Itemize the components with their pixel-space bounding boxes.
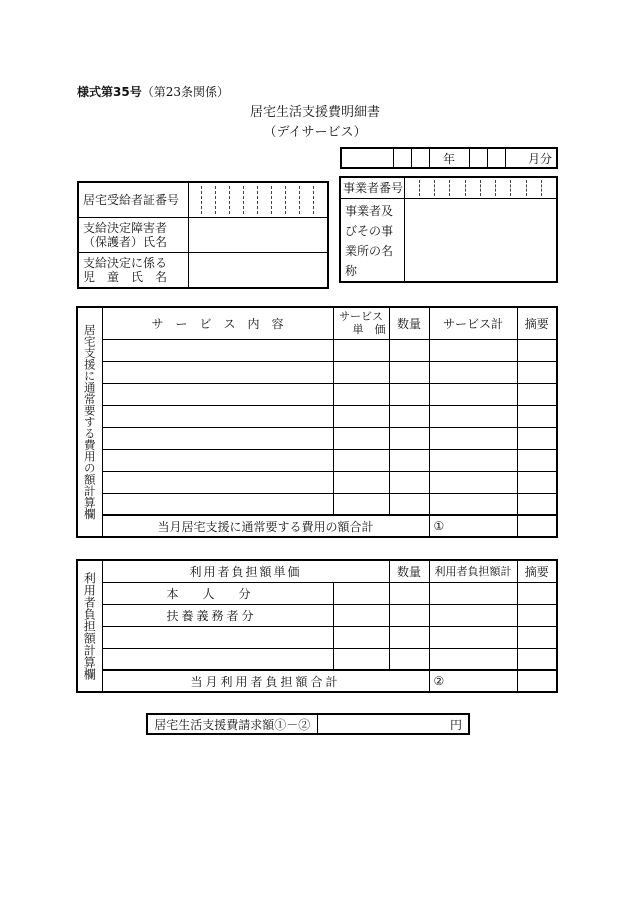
guardian-label-line1: 支給決定障害者: [83, 221, 168, 235]
user-remarks-header: 摘要: [517, 560, 557, 582]
user-total-header: 利用者負担額計: [429, 560, 517, 582]
service-grand-total-field[interactable]: [429, 515, 517, 537]
service-total-cell[interactable]: [429, 449, 517, 471]
user-remarks-cell[interactable]: [517, 582, 557, 604]
unit-price-cell[interactable]: [333, 493, 389, 515]
page-title: 居宅生活支援費明細書: [249, 105, 380, 120]
month-digit-2[interactable]: [487, 148, 505, 168]
service-content-header: サ ー ビ ス 内 容: [102, 307, 333, 339]
user-total-row: [77, 670, 557, 692]
user-unit-price-cell[interactable]: [333, 604, 389, 626]
provider-label-line3: 業所の名: [345, 244, 394, 258]
child-label-line2: 児 童 氏 名: [83, 269, 168, 284]
user-remarks-cell[interactable]: [517, 648, 557, 670]
cert-number-field[interactable]: [188, 182, 328, 218]
service-content-cell[interactable]: [102, 361, 333, 383]
quantity-cell[interactable]: [389, 449, 429, 471]
remarks-header: 摘要: [517, 307, 557, 339]
provider-number-field[interactable]: [404, 177, 557, 199]
guardian-name-label: [78, 218, 188, 253]
quantity-cell[interactable]: [389, 427, 429, 449]
service-side-label: [77, 307, 102, 537]
remarks-cell[interactable]: [517, 449, 557, 471]
guardian-name-field[interactable]: [188, 218, 328, 253]
user-item-cell[interactable]: [102, 626, 333, 648]
provider-name-label: [340, 199, 404, 283]
service-total-row: [77, 515, 557, 537]
service-content-cell[interactable]: [102, 405, 333, 427]
user-quantity-cell[interactable]: [389, 582, 429, 604]
provider-label-line2: びその事: [345, 224, 394, 238]
user-unit-price-cell[interactable]: [333, 648, 389, 670]
service-total-cell[interactable]: [429, 493, 517, 515]
unit-price-header-line2: 単 価: [352, 323, 386, 337]
user-total-cell[interactable]: [429, 648, 517, 670]
month-label: 月分: [505, 148, 557, 168]
user-quantity-header: 数量: [389, 560, 429, 582]
unit-price-cell[interactable]: [333, 449, 389, 471]
table-row: [77, 449, 557, 471]
remarks-cell[interactable]: [517, 339, 557, 361]
page-subtitle: （デイサービス）: [263, 125, 367, 140]
user-total-cell[interactable]: [429, 604, 517, 626]
unit-price-cell[interactable]: [333, 427, 389, 449]
table-row: [77, 604, 557, 626]
table-row: [77, 427, 557, 449]
table-row: [77, 493, 557, 515]
service-grand-total-label: 当月居宅支援に通常要する費用の額合計: [102, 515, 429, 537]
service-total-cell[interactable]: [429, 339, 517, 361]
quantity-cell[interactable]: [389, 339, 429, 361]
user-item-cell[interactable]: [102, 648, 333, 670]
table-row: [77, 471, 557, 493]
cert-number-label: 居宅受給者証番号: [78, 182, 188, 218]
quantity-cell[interactable]: [389, 493, 429, 515]
child-name-label: [78, 253, 188, 288]
user-grand-total-remarks[interactable]: [517, 670, 557, 692]
service-content-cell[interactable]: [102, 471, 333, 493]
service-total-cell[interactable]: [429, 427, 517, 449]
unit-price-header: [333, 307, 389, 339]
form-number-bold: 様式第35号: [77, 85, 142, 99]
quantity-header: 数量: [389, 307, 429, 339]
table-row: [77, 626, 557, 648]
period-box: [340, 147, 558, 169]
child-label-line1: 支給決定に係る: [83, 255, 168, 270]
month-digit-1[interactable]: [469, 148, 487, 168]
child-name-field[interactable]: [188, 253, 328, 288]
service-total-cell[interactable]: [429, 471, 517, 493]
service-total-cell[interactable]: [429, 405, 517, 427]
quantity-cell[interactable]: [389, 405, 429, 427]
service-total-cell[interactable]: [429, 383, 517, 405]
table-row: [77, 361, 557, 383]
year-digit-2[interactable]: [411, 148, 429, 168]
provider-number-digits: [405, 180, 557, 196]
user-total-cell[interactable]: [429, 582, 517, 604]
form-number-ref: （第23条関係）: [141, 85, 229, 99]
circle-two-mark: ②: [433, 674, 445, 688]
user-unit-price-cell[interactable]: [333, 582, 389, 604]
claim-amount-label: 居宅生活支援費請求額①－②: [147, 714, 317, 734]
service-content-cell[interactable]: [102, 427, 333, 449]
provider-name-field[interactable]: [404, 199, 557, 283]
table-row: [77, 648, 557, 670]
year-digit-1[interactable]: [393, 148, 411, 168]
provider-label-line4: 称: [345, 264, 358, 278]
unit-price-cell[interactable]: [333, 339, 389, 361]
table-row: [77, 405, 557, 427]
quantity-cell[interactable]: [389, 383, 429, 405]
unit-price-cell[interactable]: [333, 471, 389, 493]
table-row: [77, 582, 557, 604]
user-side-text: 利用者負担額計算欄: [82, 572, 97, 680]
user-burden-table: [76, 559, 558, 693]
service-content-cell[interactable]: [102, 493, 333, 515]
circle-one-mark: ①: [433, 519, 445, 533]
service-table: [76, 306, 558, 538]
user-grand-total-label: 当月利用者負担額合計: [102, 670, 429, 692]
quantity-cell[interactable]: [389, 361, 429, 383]
cert-number-digits: [189, 186, 328, 214]
service-content-cell[interactable]: [102, 449, 333, 471]
remarks-cell[interactable]: [517, 405, 557, 427]
remarks-cell[interactable]: [517, 427, 557, 449]
service-grand-total-remarks[interactable]: [517, 515, 557, 537]
user-remarks-cell[interactable]: [517, 626, 557, 648]
remarks-cell[interactable]: [517, 361, 557, 383]
service-side-text: 居宅支援に通常要する費用の額計算欄: [82, 324, 97, 520]
user-remarks-cell[interactable]: [517, 604, 557, 626]
provider-label-line1: 事業者及: [345, 204, 394, 218]
user-quantity-cell[interactable]: [389, 648, 429, 670]
unit-price-header-line1: サービス: [339, 310, 383, 324]
remarks-cell[interactable]: [517, 383, 557, 405]
remarks-cell[interactable]: [517, 493, 557, 515]
service-total-header: サービス計: [429, 307, 517, 339]
user-quantity-cell[interactable]: [389, 626, 429, 648]
provider-number-label: 事業者番号: [340, 177, 404, 199]
form-number: [77, 83, 229, 100]
unit-price-cell[interactable]: [333, 405, 389, 427]
claim-table: [146, 713, 470, 735]
year-label: 年: [429, 148, 469, 168]
user-grand-total-field[interactable]: [429, 670, 517, 692]
user-unit-price-header: 利用者負担額単価: [102, 560, 389, 582]
yen-unit: 円: [449, 717, 462, 732]
unit-price-cell[interactable]: [333, 361, 389, 383]
dependent-share-label: 扶養義務者分: [102, 604, 333, 626]
user-total-cell[interactable]: [429, 626, 517, 648]
provider-table: [339, 176, 558, 283]
guardian-label-line2: （保護者）氏名: [83, 235, 168, 249]
claim-amount-field[interactable]: [317, 714, 469, 734]
remarks-cell[interactable]: [517, 471, 557, 493]
table-row: [77, 339, 557, 361]
year-cell[interactable]: [341, 148, 393, 168]
unit-price-cell[interactable]: [333, 383, 389, 405]
service-content-cell[interactable]: [102, 339, 333, 361]
service-content-cell[interactable]: [102, 383, 333, 405]
self-share-label: 本 人 分: [102, 582, 333, 604]
quantity-cell[interactable]: [389, 471, 429, 493]
user-quantity-cell[interactable]: [389, 604, 429, 626]
user-side-label: [77, 560, 102, 692]
user-unit-price-cell[interactable]: [333, 626, 389, 648]
table-row: [77, 383, 557, 405]
service-total-cell[interactable]: [429, 361, 517, 383]
recipient-table: [77, 181, 329, 289]
